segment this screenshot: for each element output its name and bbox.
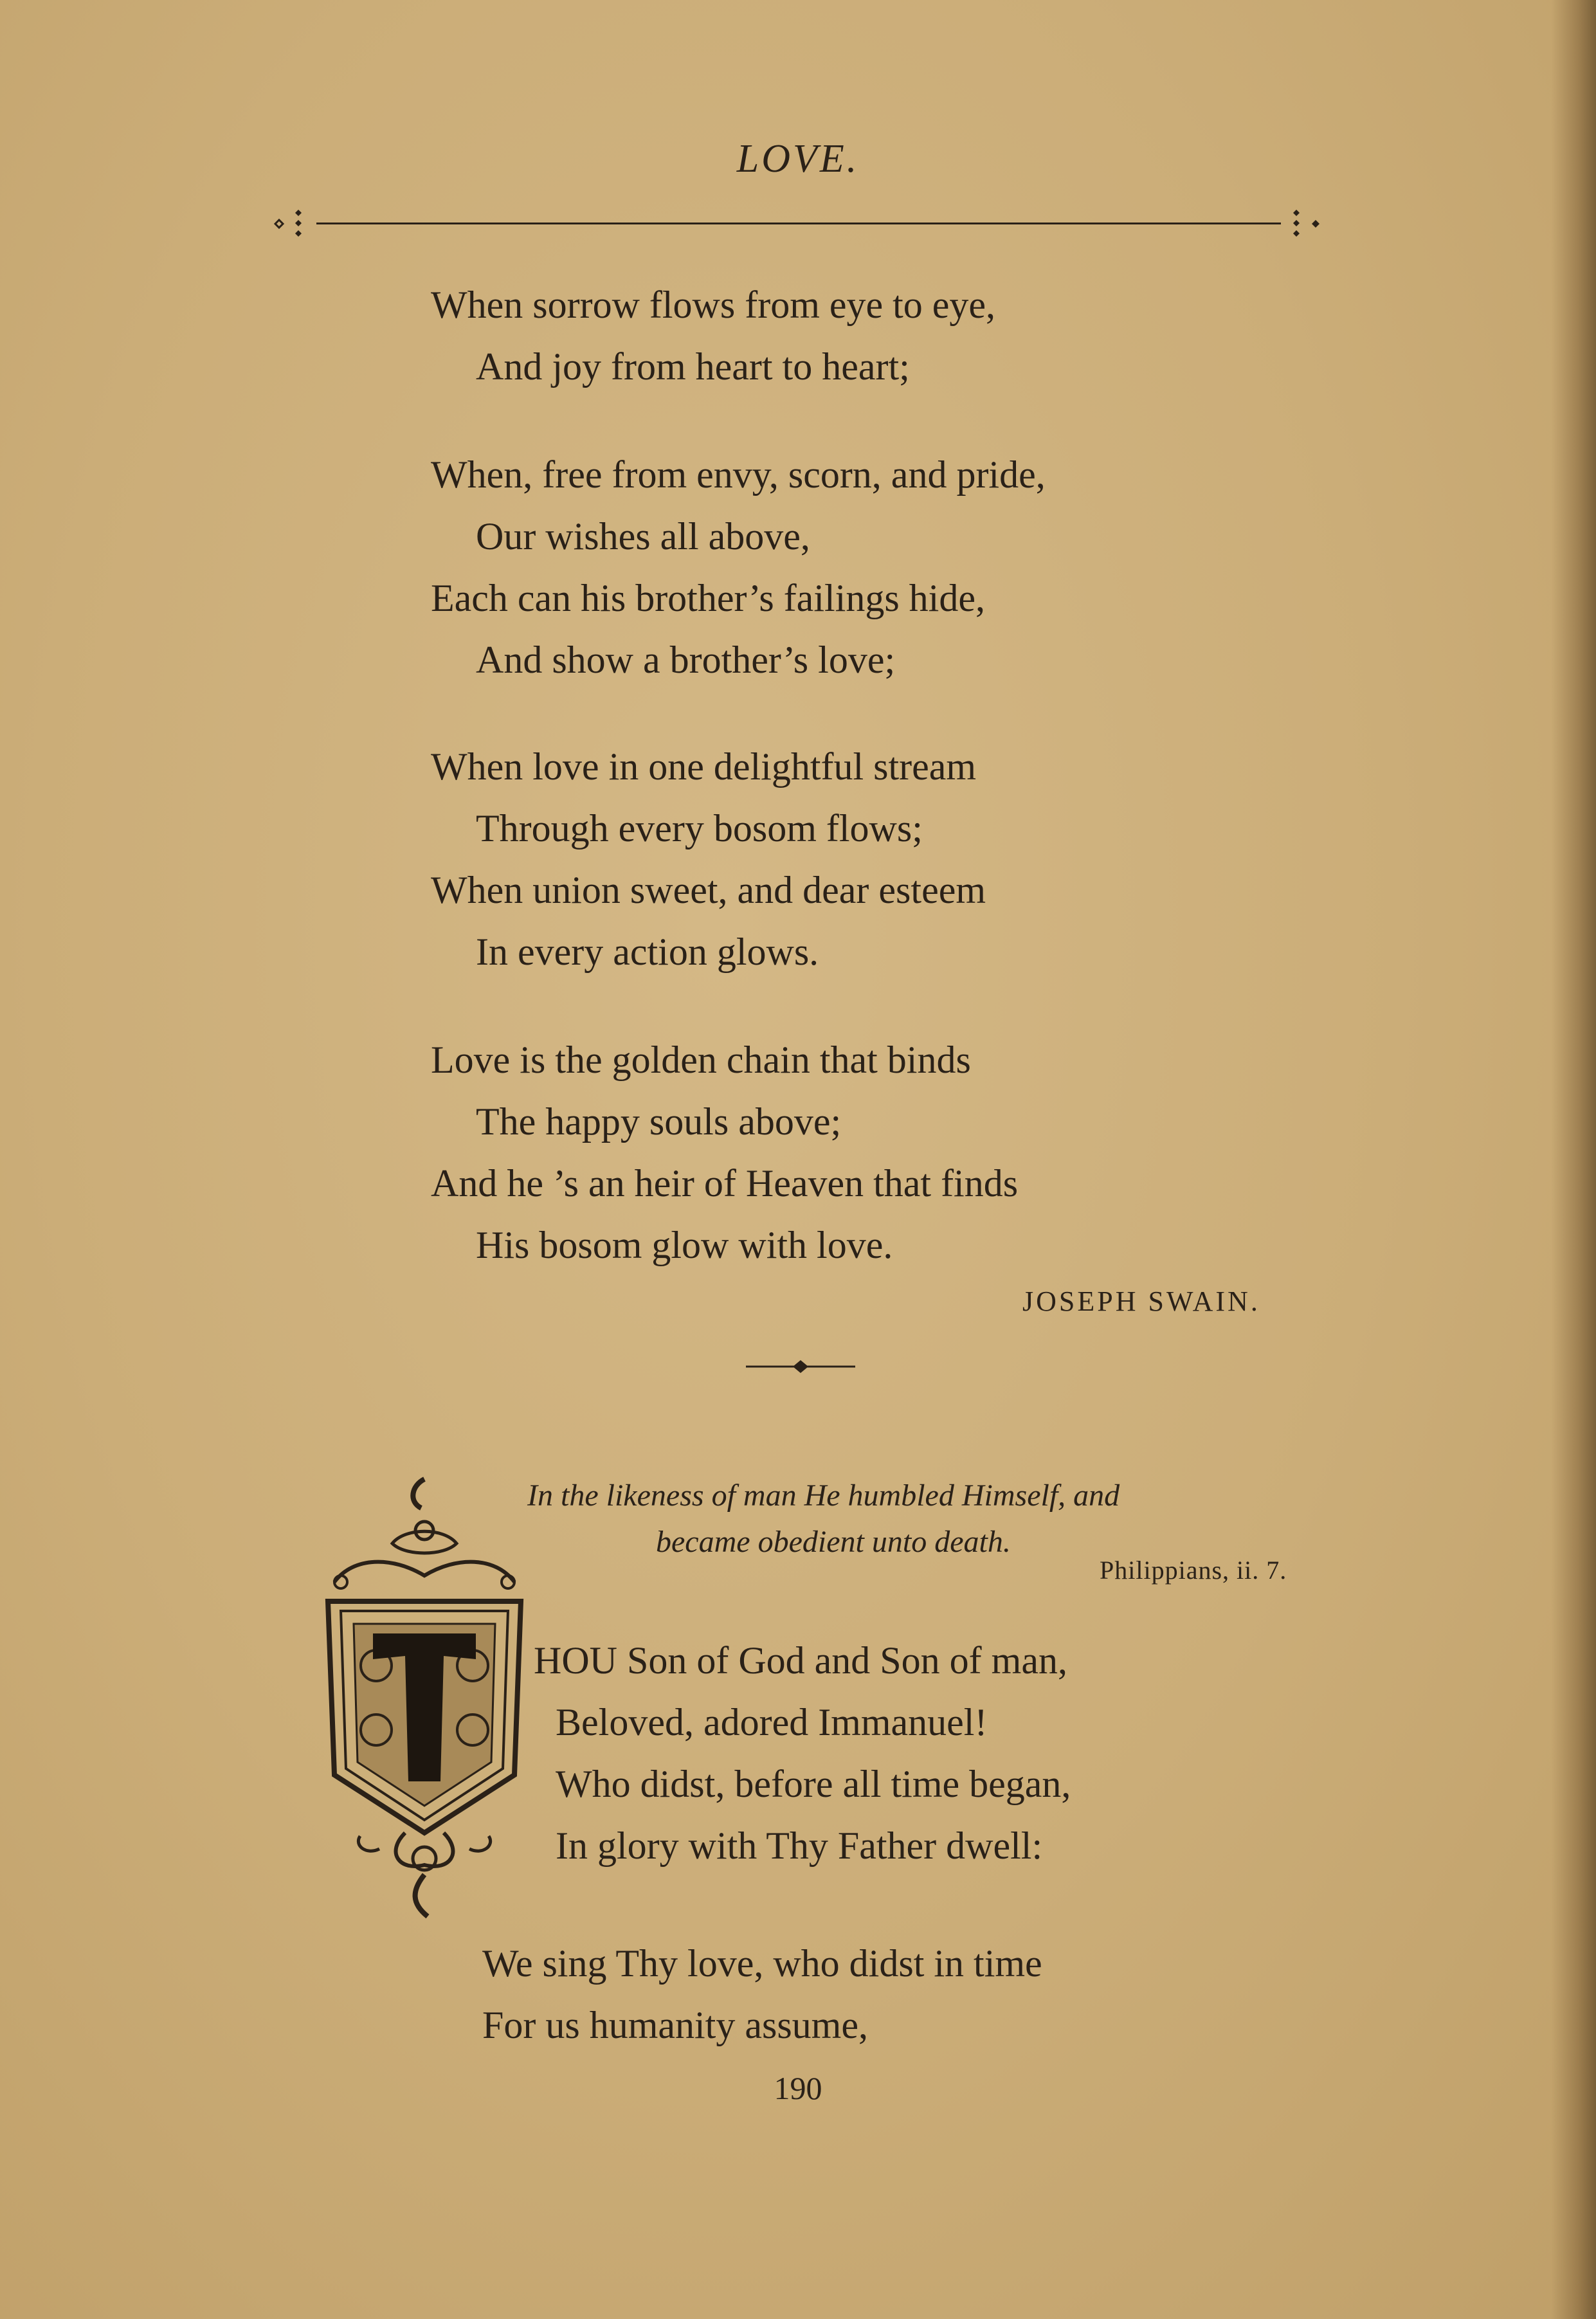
stanza-4 bbox=[431, 1029, 1331, 1276]
verse-line: When, free from envy, scorn, and pride, bbox=[431, 453, 1046, 496]
hymn-stanza-2 bbox=[482, 1932, 1042, 2056]
verse-line: His bosom glow with love. bbox=[476, 1224, 893, 1266]
author-attribution: JOSEPH SWAIN. bbox=[1022, 1286, 1260, 1317]
section-divider-icon bbox=[746, 1357, 855, 1376]
epigraph bbox=[527, 1473, 1299, 1565]
verse-line: The happy souls above; bbox=[476, 1100, 842, 1143]
verse-line: Love is the golden chain that binds bbox=[431, 1039, 971, 1081]
diamond-ornament-icon bbox=[270, 205, 309, 243]
verse-line: Who didst, before all time began, bbox=[556, 1763, 1071, 1805]
hymn-stanza-1 bbox=[534, 1630, 1071, 1877]
verse-line: Each can his brother’s failings hide, bbox=[431, 577, 985, 619]
verse-line: In every action glows. bbox=[476, 931, 819, 973]
verse-line: When union sweet, and dear esteem bbox=[431, 869, 986, 911]
verse-line: For us humanity assume, bbox=[482, 2004, 868, 2046]
verse-line: Through every bosom flows; bbox=[476, 807, 923, 850]
ornamental-drop-cap bbox=[315, 1473, 534, 1923]
page-number: 190 bbox=[774, 2070, 822, 2106]
verse-line: And joy from heart to heart; bbox=[476, 345, 910, 388]
running-title: LOVE. bbox=[736, 137, 860, 181]
stanza-2 bbox=[431, 444, 1331, 691]
stanza-1 bbox=[431, 274, 1331, 397]
verse-line: HOU Son of God and Son of man, bbox=[534, 1639, 1067, 1682]
verse-line: When love in one delightful stream bbox=[431, 745, 977, 788]
verse-line: When sorrow flows from eye to eye, bbox=[431, 284, 996, 326]
verse-line: In glory with Thy Father dwell: bbox=[556, 1824, 1043, 1867]
rule-line bbox=[316, 223, 1281, 224]
verse-line: And he ’s an heir of Heaven that finds bbox=[431, 1162, 1019, 1205]
verse-line: And show a brother’s love; bbox=[476, 639, 896, 681]
stanza-3 bbox=[431, 736, 1331, 983]
epigraph-line: became obedient unto death. bbox=[656, 1525, 1011, 1559]
epigraph-line: In the likeness of man He humbled Himself, and bbox=[527, 1478, 1120, 1513]
scripture-citation: Philippians, ii. 7. bbox=[1100, 1556, 1287, 1585]
verse-line: Our wishes all above, bbox=[476, 515, 810, 558]
verse-line: We sing Thy love, who didst in time bbox=[482, 1942, 1042, 1985]
verse-line: Beloved, adored Immanuel! bbox=[556, 1701, 988, 1743]
page-edge-shadow bbox=[1551, 0, 1596, 2319]
header-rule bbox=[270, 205, 1325, 243]
diamond-ornament-icon bbox=[1286, 205, 1325, 243]
